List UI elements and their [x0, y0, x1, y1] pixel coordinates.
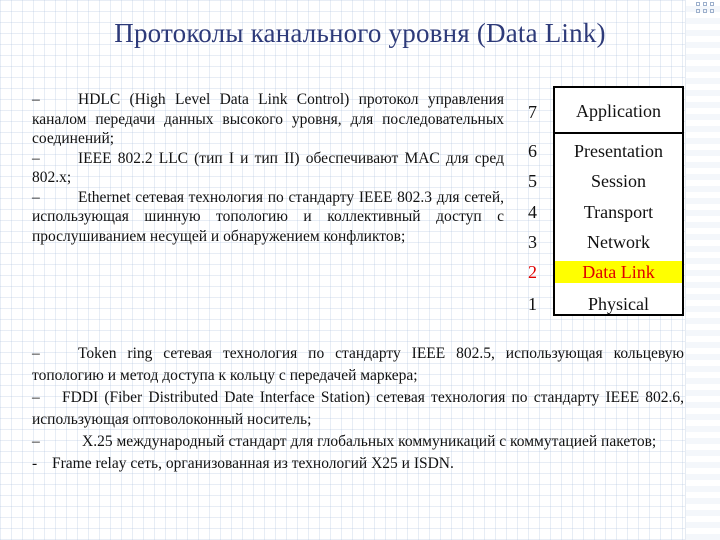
osi-layer-physical: Physical: [588, 294, 649, 314]
list-dash: -: [32, 455, 38, 472]
list-item-frame-relay: [32, 453, 684, 475]
list-item-text: FDDI (Fiber Distributed Date Interface Station) сетевая технология по стандарту IEEE 802.6, использующая оптоволоконный носитель;: [32, 389, 684, 428]
list-item-text: Ethernet сетевая технология по стандарту IEEE 802.3 для сетей, использующая шинную топологию и коллективный доступ с прослушиванием несущей и обнаружением конфликтов;: [32, 188, 504, 245]
list-item-token-ring: [32, 343, 684, 387]
decorative-side-strip: [685, 0, 720, 540]
osi-number-1: 1: [528, 294, 537, 314]
list-item-text: HDLC (High Level Data Link Control) протокол управления каналом передачи данных высокого уровня, для последовательных соединений;: [32, 91, 504, 147]
osi-divider: [555, 132, 682, 134]
list-item-hdlc: [32, 90, 504, 149]
osi-layer-network: Network: [587, 232, 650, 252]
bottom-protocol-list: [32, 343, 684, 475]
osi-number-3: 3: [528, 232, 537, 252]
list-dash: –: [32, 149, 40, 167]
osi-layer-presentation: Presentation: [574, 141, 663, 161]
osi-layer-session: Session: [590, 171, 646, 191]
list-dash: –: [32, 389, 40, 406]
osi-number-7: 7: [528, 102, 537, 122]
list-dash: –: [32, 188, 40, 206]
list-dash: –: [32, 433, 40, 450]
list-item-x25: [32, 431, 684, 453]
osi-layer-data-link-highlighted: Data Link: [555, 261, 682, 283]
list-item-text: Token ring сетевая технология по стандарту IEEE 802.5, использующая кольцевую топологию и метод доступа к кольцу с передачей маркера;: [32, 345, 684, 384]
decorative-corner-squares: [696, 2, 714, 13]
slide-title: Протоколы канального уровня (Data Link): [114, 18, 606, 48]
list-item-fddi: [32, 387, 684, 431]
left-protocol-list: [32, 90, 504, 246]
list-dash: –: [32, 91, 40, 108]
list-item-text: X.25 международный стандарт для глобальных коммуникаций с коммутацией пакетов;: [82, 433, 657, 450]
osi-model-box: [553, 86, 684, 316]
osi-number-6: 6: [528, 141, 537, 161]
list-item-text: Frame relay сеть, организованная из технологий X25 и ISDN.: [52, 455, 454, 472]
list-dash: –: [32, 345, 40, 362]
osi-layer-application: Application: [576, 101, 661, 121]
osi-number-4: 4: [528, 202, 537, 222]
osi-number-2: 2: [528, 262, 537, 282]
list-item-ieee-802-2: [32, 149, 504, 188]
list-item-ethernet: [32, 188, 504, 247]
osi-number-5: 5: [528, 171, 537, 191]
list-item-text: IEEE 802.2 LLC (тип I и тип II) обеспечивают MAC для сред 802.x;: [32, 149, 504, 186]
osi-layer-transport: Transport: [583, 202, 654, 222]
